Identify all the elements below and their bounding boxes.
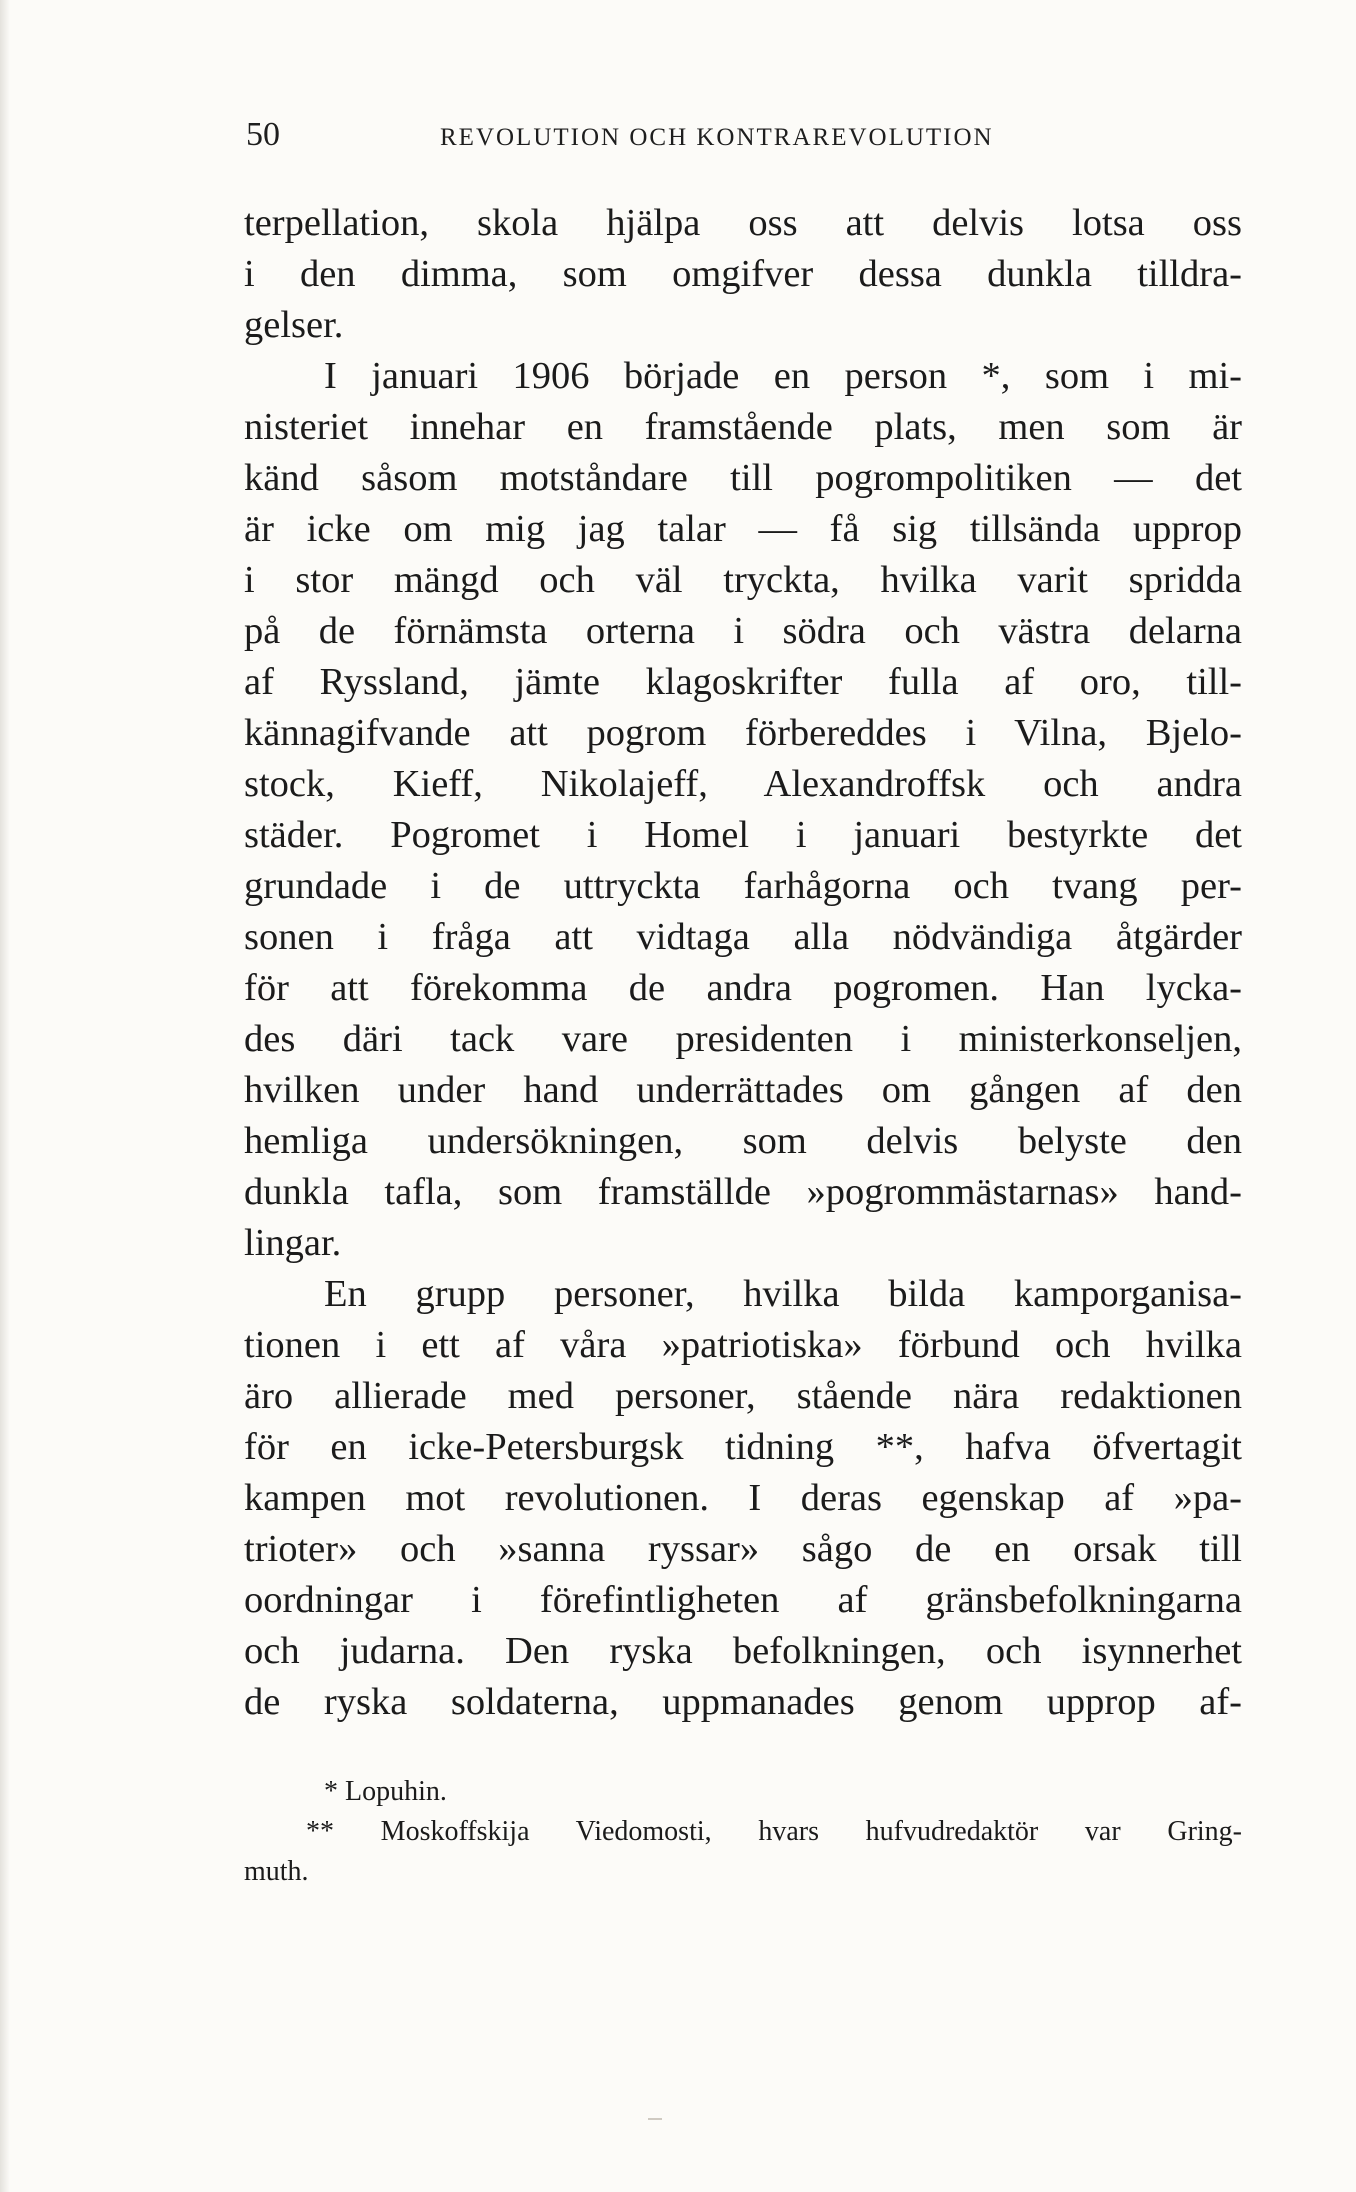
footnote-line: ** Moskoffskija Viedomosti, hvars hufvudredaktör var Gring-	[306, 1816, 1242, 1847]
text-line: och judarna. Den ryska befolkningen, och isynnerhet	[244, 1630, 1242, 1672]
text-line: tionen i ett af våra »patriotiska» förbund och hvilka	[244, 1324, 1242, 1366]
body-text	[244, 198, 1242, 1728]
text-line: städer. Pogromet i Homel i januari bestyrkte det	[244, 814, 1242, 856]
footnotes	[244, 1772, 1242, 1892]
text-line: stock, Kieff, Nikolajeff, Alexandroffsk och andra	[244, 763, 1242, 805]
page-number: 50	[246, 116, 280, 153]
text-line: i stor mängd och väl tryckta, hvilka varit spridda	[244, 559, 1242, 601]
text-line: känd såsom motståndare till pogrompolitiken — det	[244, 457, 1242, 499]
text-line: hvilken under hand underrättades om gången af den	[244, 1069, 1242, 1111]
text-line: terpellation, skola hjälpa oss att delvis lotsa oss	[244, 202, 1242, 244]
text-line: grundade i de uttryckta farhågorna och tvang per-	[244, 865, 1242, 907]
text-line: i den dimma, som omgifver dessa dunkla tilldra-	[244, 253, 1242, 295]
text-line: I januari 1906 började en person *, som i mi-	[324, 355, 1242, 397]
text-line: En grupp personer, hvilka bilda kamporganisa-	[324, 1273, 1242, 1315]
text-line: gelser.	[244, 304, 344, 346]
running-head: REVOLUTION OCH KONTRAREVOLUTION	[440, 124, 994, 151]
text-line: nisteriet innehar en framstående plats, men som är	[244, 406, 1242, 448]
footnote-line: muth.	[244, 1856, 309, 1887]
text-line: lingar.	[244, 1222, 342, 1264]
text-line: hemliga undersökningen, som delvis belyste den	[244, 1120, 1242, 1162]
text-line: för att förekomma de andra pogromen. Han lycka-	[244, 967, 1242, 1009]
text-line: af Ryssland, jämte klagoskrifter fulla af oro, till-	[244, 661, 1242, 703]
text-line: kännagifvande att pogrom förbereddes i Vilna, Bjelo-	[244, 712, 1242, 754]
text-line: på de förnämsta orterna i södra och västra delarna	[244, 610, 1242, 652]
text-line: oordningar i förefintligheten af gränsbefolkningarna	[244, 1579, 1242, 1621]
text-line: för en icke-Petersburgsk tidning **, hafva öfvertagit	[244, 1426, 1242, 1468]
page-header	[240, 112, 1250, 162]
text-line: trioter» och »sanna ryssar» sågo de en orsak till	[244, 1528, 1242, 1570]
text-line: dunkla tafla, som framställde »pogrommästarnas» hand-	[244, 1171, 1242, 1213]
text-line: de ryska soldaterna, uppmanades genom upprop af-	[244, 1681, 1242, 1723]
text-line: är icke om mig jag talar — få sig tillsända upprop	[244, 508, 1242, 550]
text-line: sonen i fråga att vidtaga alla nödvändiga åtgärder	[244, 916, 1242, 958]
text-line: äro allierade med personer, stående nära redaktionen	[244, 1375, 1242, 1417]
text-line: des däri tack vare presidenten i ministerkonseljen,	[244, 1018, 1242, 1060]
footnote-line: * Lopuhin.	[324, 1776, 447, 1807]
page-edge-shadow	[0, 0, 10, 2192]
page-mark	[648, 2118, 662, 2120]
text-line: kampen mot revolutionen. I deras egenskap af »pa-	[244, 1477, 1242, 1519]
